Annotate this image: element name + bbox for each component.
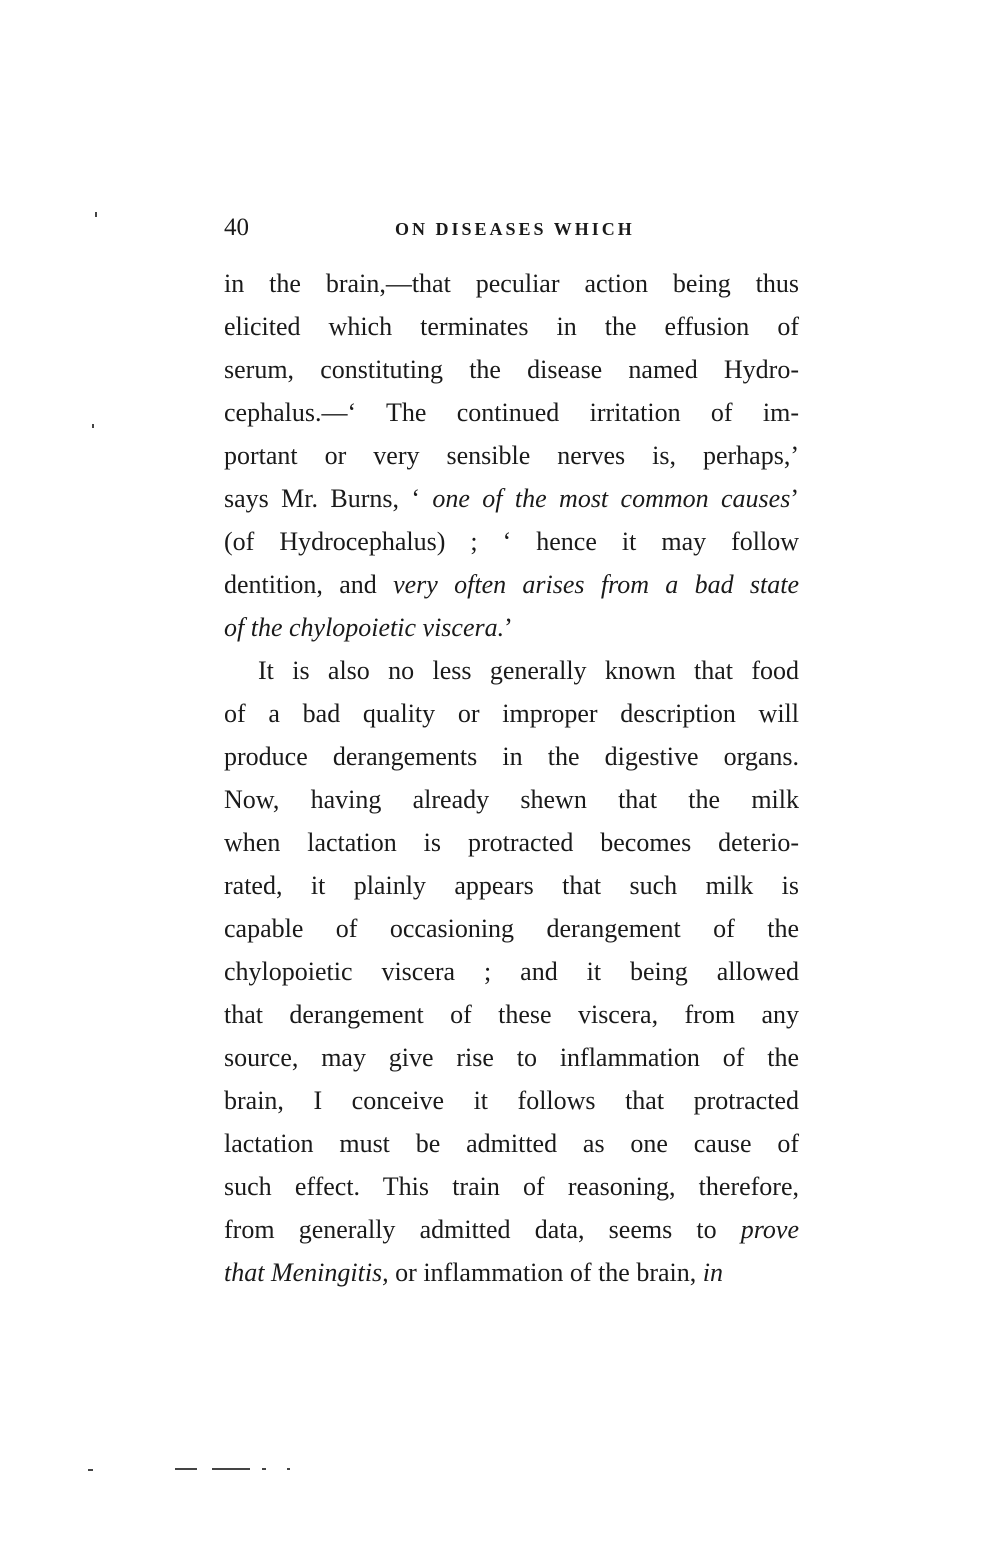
roman-text: says Mr. Burns, ‘ <box>224 484 433 513</box>
italic-text: of the chylopoietic viscera. <box>224 613 505 642</box>
roman-text: or inflammation of the brain, <box>388 1258 703 1287</box>
paragraph-2 <box>224 649 799 1294</box>
roman-text: lactation must be admitted as one cause of <box>224 1129 799 1158</box>
body-text <box>224 262 799 1294</box>
roman-text: chylopoietic viscera ; and it being allowed <box>224 957 799 986</box>
text-line <box>224 391 799 434</box>
text-line <box>224 864 799 907</box>
roman-text: Now, having already shewn that the milk <box>224 785 799 814</box>
roman-text: (of Hydrocephalus) ; ‘ hence it may follow <box>224 527 799 556</box>
roman-text: ’ <box>504 613 513 642</box>
scan-speck <box>212 1468 250 1470</box>
scan-speck <box>88 1469 93 1471</box>
roman-text: brain, I conceive it follows that protracted <box>224 1086 799 1115</box>
roman-text: capable of occasioning derangement of the <box>224 914 799 943</box>
roman-text: from generally admitted data, seems to <box>224 1215 741 1244</box>
text-line <box>224 262 799 305</box>
page-header <box>224 212 799 246</box>
text-line <box>224 348 799 391</box>
roman-text: of a bad quality or improper description will <box>224 699 799 728</box>
scan-speck <box>95 212 97 217</box>
paragraph-1 <box>224 262 799 649</box>
roman-text: portant or very sensible nerves is, perhaps,’ <box>224 441 799 470</box>
scan-speck <box>262 1468 266 1470</box>
roman-text: such effect. This train of reasoning, therefore, <box>224 1172 799 1201</box>
italic-text: one of the most common causes <box>432 484 791 513</box>
page-number: 40 <box>224 214 249 241</box>
text-line <box>224 692 799 735</box>
roman-text: that derangement of these viscera, from any <box>224 1000 799 1029</box>
text-line <box>224 649 799 692</box>
text-line <box>224 477 799 520</box>
text-line <box>224 1036 799 1079</box>
scan-speck <box>287 1468 290 1470</box>
roman-text: produce derangements in the digestive organs. <box>224 742 799 771</box>
text-line <box>224 821 799 864</box>
text-line <box>224 1165 799 1208</box>
roman-text: serum, constituting the disease named Hydro- <box>224 355 799 384</box>
text-line <box>224 305 799 348</box>
text-line <box>224 1251 799 1294</box>
roman-text: ’ <box>790 484 799 513</box>
scan-speck <box>175 1468 197 1470</box>
italic-text: very often arises from a bad state <box>393 570 799 599</box>
text-line <box>224 1122 799 1165</box>
scan-speck <box>92 424 94 428</box>
text-line <box>224 907 799 950</box>
roman-text: rated, it plainly appears that such milk is <box>224 871 799 900</box>
text-line <box>224 735 799 778</box>
italic-text: that Meningitis, <box>224 1258 389 1287</box>
running-head: ON DISEASES WHICH <box>395 219 635 239</box>
text-line <box>224 606 799 649</box>
roman-text: when lactation is protracted becomes deterio- <box>224 828 799 857</box>
roman-text: cephalus.—‘ The continued irritation of im- <box>224 398 799 427</box>
text-line <box>224 520 799 563</box>
text-line <box>224 993 799 1036</box>
text-line <box>224 950 799 993</box>
roman-text: in the brain,—that peculiar action being thus <box>224 269 799 298</box>
text-line <box>224 563 799 606</box>
text-line <box>224 1208 799 1251</box>
roman-text: dentition, and <box>224 570 394 599</box>
roman-text: source, may give rise to inflammation of the <box>224 1043 799 1072</box>
roman-text: It is also no less generally known that food <box>258 656 799 685</box>
italic-text: prove <box>740 1215 799 1244</box>
text-line <box>224 778 799 821</box>
italic-text: in <box>702 1258 723 1287</box>
roman-text: elicited which terminates in the effusion of <box>224 312 799 341</box>
text-line <box>224 434 799 477</box>
text-line <box>224 1079 799 1122</box>
